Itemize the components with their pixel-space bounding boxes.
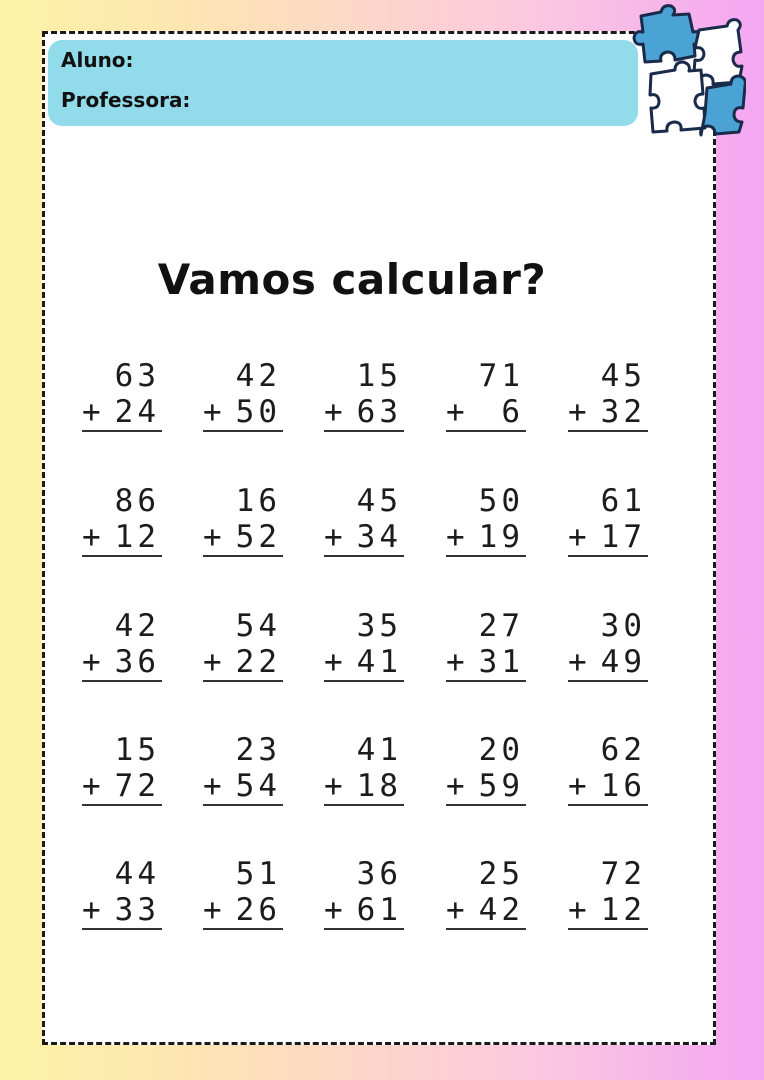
second-addend: 22 — [235, 644, 281, 680]
second-addend: 63 — [356, 394, 402, 430]
second-addend: 17 — [600, 519, 646, 555]
addition-problem — [324, 483, 404, 555]
first-addend: 25 — [478, 856, 524, 892]
teacher-name-label: Professora: — [61, 88, 191, 112]
addition-problem — [446, 856, 526, 928]
plus-sign: + — [82, 394, 101, 430]
sum-line — [324, 928, 404, 930]
addition-problem — [568, 856, 648, 928]
plus-sign: + — [324, 892, 343, 928]
addition-problem — [568, 732, 648, 804]
sum-line — [568, 680, 648, 682]
addition-problem — [568, 358, 648, 430]
second-addend: 49 — [600, 644, 646, 680]
first-addend: 63 — [114, 358, 160, 394]
addition-problem — [203, 483, 283, 555]
first-addend: 42 — [235, 358, 281, 394]
addition-problem — [82, 483, 162, 555]
plus-sign: + — [568, 892, 587, 928]
addition-problem — [446, 608, 526, 680]
second-addend: 24 — [114, 394, 160, 430]
second-addend: 72 — [114, 768, 160, 804]
second-addend: 50 — [235, 394, 281, 430]
second-addend: 31 — [478, 644, 524, 680]
addition-problem — [203, 856, 283, 928]
first-addend: 61 — [600, 483, 646, 519]
sum-line — [203, 680, 283, 682]
addition-problem — [324, 856, 404, 928]
first-addend: 27 — [478, 608, 524, 644]
student-name-label: Aluno: — [61, 48, 134, 72]
second-addend: 26 — [235, 892, 281, 928]
addition-problem — [203, 358, 283, 430]
plus-sign: + — [82, 892, 101, 928]
addition-problem — [446, 358, 526, 430]
first-addend: 51 — [235, 856, 281, 892]
plus-sign: + — [203, 768, 222, 804]
second-addend: 52 — [235, 519, 281, 555]
first-addend: 42 — [114, 608, 160, 644]
student-info-box — [48, 40, 638, 126]
plus-sign: + — [446, 394, 465, 430]
second-addend: 34 — [356, 519, 402, 555]
plus-sign: + — [324, 394, 343, 430]
sum-line — [446, 804, 526, 806]
addition-problem — [324, 608, 404, 680]
second-addend: 12 — [600, 892, 646, 928]
sum-line — [203, 928, 283, 930]
plus-sign: + — [446, 768, 465, 804]
sum-line — [324, 680, 404, 682]
plus-sign: + — [203, 644, 222, 680]
addition-problems-grid — [82, 358, 662, 938]
plus-sign: + — [446, 892, 465, 928]
first-addend: 54 — [235, 608, 281, 644]
first-addend: 62 — [600, 732, 646, 768]
addition-problem — [203, 732, 283, 804]
sum-line — [568, 555, 648, 557]
sum-line — [82, 555, 162, 557]
plus-sign: + — [203, 892, 222, 928]
sum-line — [446, 555, 526, 557]
first-addend: 50 — [478, 483, 524, 519]
addition-problem — [568, 608, 648, 680]
plus-sign: + — [203, 394, 222, 430]
addition-problem — [82, 856, 162, 928]
second-addend: 42 — [478, 892, 524, 928]
first-addend: 71 — [478, 358, 524, 394]
plus-sign: + — [568, 519, 587, 555]
plus-sign: + — [82, 768, 101, 804]
sum-line — [203, 555, 283, 557]
plus-sign: + — [568, 394, 587, 430]
first-addend: 36 — [356, 856, 402, 892]
first-addend: 16 — [235, 483, 281, 519]
second-addend: 32 — [600, 394, 646, 430]
sum-line — [324, 555, 404, 557]
first-addend: 86 — [114, 483, 160, 519]
second-addend: 59 — [478, 768, 524, 804]
sum-line — [203, 430, 283, 432]
second-addend: 61 — [356, 892, 402, 928]
sum-line — [82, 804, 162, 806]
sum-line — [446, 430, 526, 432]
addition-problem — [203, 608, 283, 680]
addition-problem — [324, 358, 404, 430]
sum-line — [568, 430, 648, 432]
first-addend: 15 — [114, 732, 160, 768]
first-addend: 20 — [478, 732, 524, 768]
first-addend: 41 — [356, 732, 402, 768]
addition-problem — [324, 732, 404, 804]
addition-problem — [568, 483, 648, 555]
sum-line — [82, 430, 162, 432]
sum-line — [568, 804, 648, 806]
first-addend: 15 — [356, 358, 402, 394]
plus-sign: + — [446, 519, 465, 555]
first-addend: 45 — [600, 358, 646, 394]
addition-problem — [82, 358, 162, 430]
first-addend: 45 — [356, 483, 402, 519]
sum-line — [203, 804, 283, 806]
plus-sign: + — [324, 519, 343, 555]
second-addend: 19 — [478, 519, 524, 555]
sum-line — [324, 804, 404, 806]
second-addend: 12 — [114, 519, 160, 555]
plus-sign: + — [446, 644, 465, 680]
addition-problem — [446, 483, 526, 555]
sum-line — [568, 928, 648, 930]
addition-problem — [82, 732, 162, 804]
first-addend: 35 — [356, 608, 402, 644]
first-addend: 72 — [600, 856, 646, 892]
first-addend: 23 — [235, 732, 281, 768]
addition-problem — [446, 732, 526, 804]
sum-line — [446, 928, 526, 930]
sum-line — [324, 430, 404, 432]
first-addend: 30 — [600, 608, 646, 644]
plus-sign: + — [82, 519, 101, 555]
plus-sign: + — [324, 768, 343, 804]
addition-problem — [82, 608, 162, 680]
plus-sign: + — [324, 644, 343, 680]
second-addend: 36 — [114, 644, 160, 680]
second-addend: 18 — [356, 768, 402, 804]
sum-line — [446, 680, 526, 682]
second-addend: 33 — [114, 892, 160, 928]
plus-sign: + — [568, 768, 587, 804]
second-addend: 41 — [356, 644, 402, 680]
sum-line — [82, 928, 162, 930]
plus-sign: + — [203, 519, 222, 555]
sum-line — [82, 680, 162, 682]
plus-sign: + — [568, 644, 587, 680]
second-addend: 54 — [235, 768, 281, 804]
second-addend: 6 — [501, 394, 524, 430]
first-addend: 44 — [114, 856, 160, 892]
plus-sign: + — [82, 644, 101, 680]
worksheet-title: Vamos calcular? — [157, 255, 547, 304]
second-addend: 16 — [600, 768, 646, 804]
puzzle-pieces-icon — [631, 4, 746, 139]
